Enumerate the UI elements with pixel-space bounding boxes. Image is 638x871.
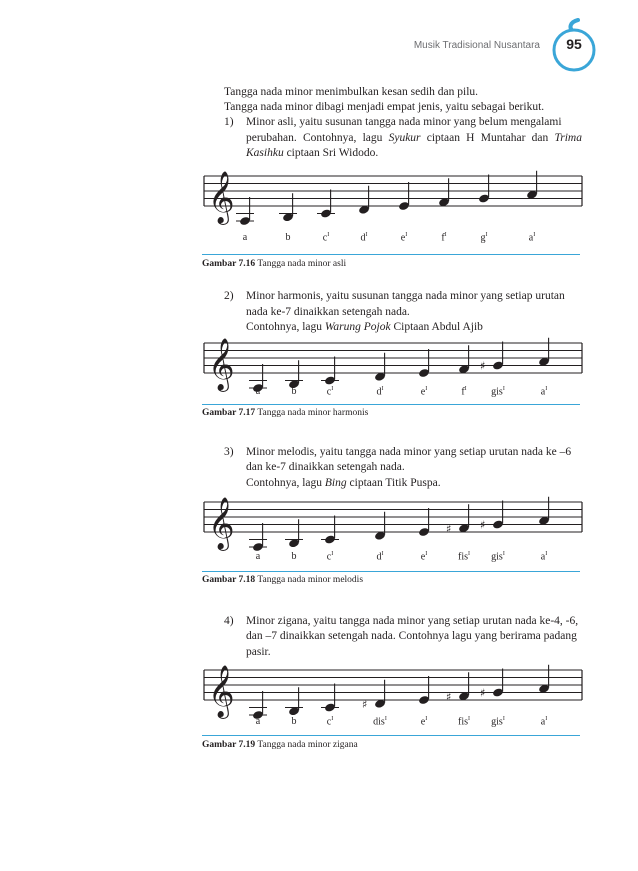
note-label: fis$^I$ bbox=[458, 551, 470, 563]
note-label: $e^I$ bbox=[400, 232, 408, 244]
note-label: $a^I$ bbox=[528, 232, 536, 244]
note-label: $d^I$ bbox=[376, 551, 384, 563]
note-label: a bbox=[255, 716, 261, 727]
section-4-line-1: Minor zigana, yaitu tangga nada minor yang setiap urutan nada ke-4, -6, bbox=[246, 615, 579, 627]
section-3-line-3: Contohnya, lagu Bing ciptaan Titik Puspa. bbox=[246, 477, 441, 489]
sharp-icon: ♯ bbox=[480, 359, 486, 373]
sharp-icon: ♯ bbox=[446, 522, 452, 536]
item-number: 2) bbox=[224, 290, 234, 302]
note-label: b bbox=[291, 716, 297, 727]
treble-clef-icon: 𝄞 bbox=[208, 337, 235, 390]
section-2-line-1: Minor harmonis, yaitu susunan tangga nada minor yang setiap urutan bbox=[246, 290, 565, 302]
figure-caption: Gambar 7.16 Tangga nada minor asli bbox=[202, 259, 347, 269]
note-label: b bbox=[291, 551, 297, 562]
intro-line-1: Tangga nada minor menimbulkan kesan sedih dan pilu. bbox=[224, 86, 479, 98]
song-title: Syukur bbox=[388, 132, 421, 144]
note-label: fis$^I$ bbox=[458, 716, 470, 728]
treble-clef-icon: 𝄞 bbox=[208, 170, 235, 223]
note-label: $c^I$ bbox=[326, 551, 334, 563]
note-label: $d^I$ bbox=[360, 232, 368, 244]
song-title: Trima bbox=[554, 132, 582, 144]
note-label: $a^I$ bbox=[540, 551, 548, 563]
note-label: $f^I$ bbox=[461, 386, 467, 398]
caption-rule bbox=[202, 571, 580, 572]
note-label: $e^I$ bbox=[420, 716, 428, 728]
note-label: $c^I$ bbox=[326, 716, 334, 728]
section-2-line-2: nada ke-7 dinaikkan setengah nada. bbox=[246, 306, 410, 318]
note-label: $a^I$ bbox=[540, 386, 548, 398]
note-label: $f^I$ bbox=[441, 232, 447, 244]
section-1-line-3: Kasihku ciptaan Sri Widodo. bbox=[246, 147, 379, 159]
sharp-icon: ♯ bbox=[362, 697, 368, 711]
treble-clef-icon: 𝄞 bbox=[208, 664, 235, 717]
treble-clef-icon: 𝄞 bbox=[208, 496, 235, 549]
note-label: $a^I$ bbox=[540, 716, 548, 728]
song-title: Warung Pojok bbox=[324, 321, 391, 333]
note-label: $g^I$ bbox=[480, 232, 488, 244]
note-label: $e^I$ bbox=[420, 551, 428, 563]
book-title: Musik Tradisional Nusantara bbox=[413, 40, 540, 51]
page-number: 95 bbox=[566, 36, 582, 52]
sharp-icon: ♯ bbox=[480, 518, 486, 532]
note-label: dis$^I$ bbox=[373, 716, 387, 728]
note-label: $c^I$ bbox=[322, 232, 330, 244]
item-number: 1) bbox=[224, 116, 234, 128]
figure-caption: Gambar 7.19 Tangga nada minor zigana bbox=[202, 740, 358, 750]
note-label: $c^I$ bbox=[326, 386, 334, 398]
note-label: a bbox=[242, 232, 248, 243]
sharp-icon: ♯ bbox=[446, 690, 452, 704]
note-label: b bbox=[291, 386, 297, 397]
item-number: 4) bbox=[224, 615, 234, 627]
section-4-line-3: pasir. bbox=[246, 646, 271, 658]
section-1-line-1: Minor asli, yaitu susunan tangga nada minor yang belum mengalami bbox=[246, 116, 562, 128]
caption-rule bbox=[202, 735, 580, 736]
note-label: gis$^I$ bbox=[491, 551, 505, 563]
note-label: gis$^I$ bbox=[491, 386, 505, 398]
caption-rule bbox=[202, 404, 580, 405]
note-label: $e^I$ bbox=[420, 386, 428, 398]
caption-rule bbox=[202, 254, 580, 255]
song-title: Kasihku bbox=[246, 147, 284, 159]
note-label: gis$^I$ bbox=[491, 716, 505, 728]
song-title: Bing bbox=[324, 477, 347, 489]
note-label: a bbox=[255, 551, 261, 562]
section-3-line-2: dan ke-7 dinaikkan setengah nada. bbox=[246, 461, 405, 473]
section-1-line-2: perubahan. Contohnya, lagu Syukur ciptaan H Muntahar dan Trima bbox=[246, 132, 582, 144]
sharp-icon: ♯ bbox=[480, 686, 486, 700]
note-label: a bbox=[255, 386, 261, 397]
note-label: $d^I$ bbox=[376, 386, 384, 398]
figure-caption: Gambar 7.18 Tangga nada minor melodis bbox=[202, 575, 364, 585]
section-4-line-2: dan –7 dinaikkan setengah nada. Contohnya lagu yang berirama padang bbox=[246, 630, 577, 642]
item-number: 3) bbox=[224, 446, 234, 458]
intro-line-2: Tangga nada minor dibagi menjadi empat jenis, yaitu sebagai berikut. bbox=[224, 101, 545, 113]
note-label: b bbox=[285, 232, 291, 243]
section-2-line-3: Contohnya, lagu Warung Pojok Ciptaan Abdul Ajib bbox=[246, 321, 483, 333]
figure-caption: Gambar 7.17 Tangga nada minor harmonis bbox=[202, 408, 369, 418]
section-3-line-1: Minor melodis, yaitu tangga nada minor yang setiap urutan nada ke –6 bbox=[246, 446, 572, 458]
